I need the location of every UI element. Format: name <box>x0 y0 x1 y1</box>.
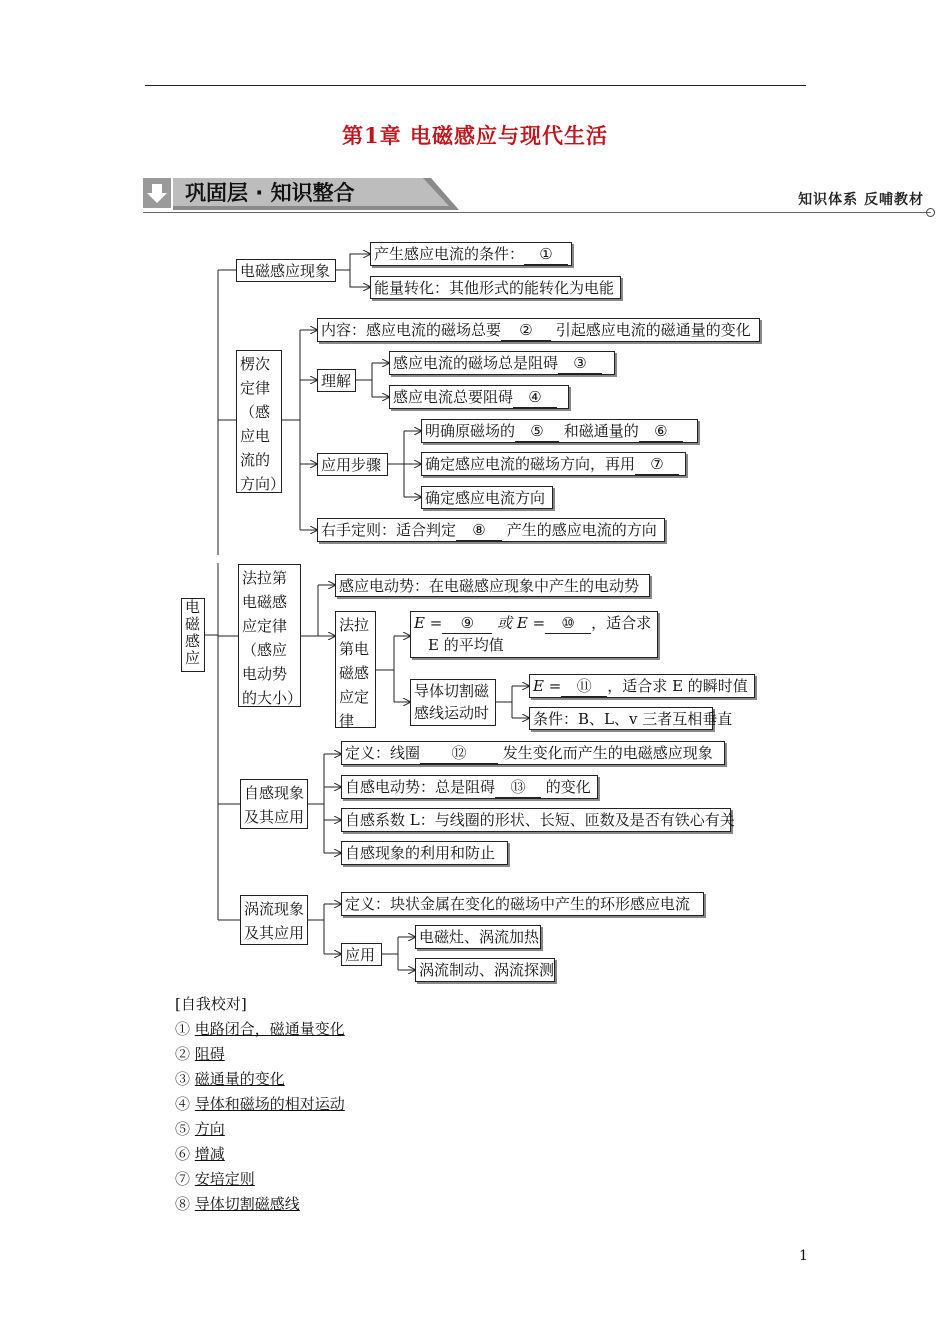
b2-content-pre: 内容：感应电流的磁场总要 <box>321 321 502 339</box>
answer-text: 阻碍 <box>194 1045 225 1063</box>
answer-item <box>175 1017 345 1042</box>
b3-f2-e: E = <box>533 677 562 695</box>
b2-u1-text: 感应电流的磁场总是阻碍 <box>393 354 559 372</box>
b2-s1-pre: 明确原磁场的 <box>425 422 516 440</box>
answer-item <box>175 1192 345 1217</box>
answer-text: 增减 <box>194 1145 225 1163</box>
answer-num: ③ <box>175 1070 191 1088</box>
answer-text: 导体和磁场的相对运动 <box>194 1095 345 1113</box>
blank-9: ⑨ <box>442 613 492 634</box>
b2-u2 <box>389 385 569 409</box>
b2-rh-post: 产生的感应电流的方向 <box>506 521 657 539</box>
b3-cut: 导体切割磁感线运动时 <box>410 679 496 726</box>
b4-definition <box>341 741 725 765</box>
b1-label: 电磁感应现象 <box>236 259 336 282</box>
b2-s1 <box>421 419 698 443</box>
blank-10: ⑩ <box>545 613 591 634</box>
root-node: 电磁感应 <box>181 598 205 672</box>
b1-energy: 能量转化：其他形式的能转化为电能 <box>370 276 621 299</box>
b2-u1 <box>389 351 615 375</box>
banner-right-text: 知识体系 反哺教材 <box>798 192 924 208</box>
answer-num: ④ <box>175 1095 191 1113</box>
blank-11: ⑪ <box>561 676 607 697</box>
b2-understand: 理解 <box>317 369 356 392</box>
blank-7: ⑦ <box>635 454 679 475</box>
b2-s2 <box>421 452 686 476</box>
blank-3: ③ <box>558 353 602 374</box>
answer-item <box>175 1067 345 1092</box>
b5-app2: 涡流制动、涡流探测 <box>415 958 555 982</box>
answer-num: ⑤ <box>175 1120 191 1138</box>
blank-12: ⑫ <box>420 743 498 764</box>
blank-6: ⑥ <box>639 421 683 442</box>
answer-text: 电路闭合，磁通量变化 <box>194 1020 345 1038</box>
b2-steps: 应用步骤 <box>317 453 388 476</box>
answer-text: 磁通量的变化 <box>194 1070 285 1088</box>
blank-13: ⑬ <box>495 777 541 798</box>
answer-num: ② <box>175 1045 191 1063</box>
b2-s2-pre: 确定感应电流的磁场方向，再用 <box>425 455 636 473</box>
answer-text: 导体切割磁感线 <box>194 1195 300 1213</box>
b3-f1-or: 或 E = <box>497 614 546 632</box>
b2-s1-mid: 和磁通量的 <box>563 422 639 440</box>
page-number: 1 <box>799 1248 808 1264</box>
answer-num: ⑥ <box>175 1145 191 1163</box>
chapter-title: 第1章 电磁感应与现代生活 <box>342 123 608 148</box>
blank-2: ② <box>501 320 551 341</box>
blank-5: ⑤ <box>515 421 559 442</box>
answer-num: ⑦ <box>175 1170 191 1188</box>
b5-label: 涡流现象及其应用 <box>240 895 308 945</box>
b4-use: 自感现象的利用和防止 <box>341 841 508 865</box>
b3-formula1 <box>410 611 658 658</box>
blank-4: ④ <box>513 387 557 408</box>
answer-item <box>175 1092 345 1117</box>
b2-content <box>317 318 760 342</box>
b3-condition: 条件：B、L、v 三者互相垂直 <box>529 707 713 730</box>
answer-item <box>175 1042 345 1067</box>
answer-item <box>175 1142 345 1167</box>
answer-num: ① <box>175 1020 191 1038</box>
b2-content-post: 引起感应电流的磁通量的变化 <box>555 321 751 339</box>
b4-e-post: 的变化 <box>545 778 591 796</box>
b4-emf <box>341 775 598 799</box>
b3-f1-line2: E 的平均值 <box>428 636 504 654</box>
answer-num: ⑧ <box>175 1195 191 1213</box>
b2-u2-text: 感应电流总要阻碍 <box>393 388 514 406</box>
b5-application: 应用 <box>341 943 382 966</box>
b3-emf: 感应电动势：在电磁感应现象中产生的电动势 <box>335 574 650 597</box>
b2-rh-pre: 右手定则：适合判定 <box>321 521 457 539</box>
b2-s3: 确定感应电流方向 <box>421 486 553 509</box>
blank-8: ⑧ <box>456 520 502 541</box>
banner-left-text: 巩固层 · 知识整合 <box>185 181 355 205</box>
b3-f1-post: ，适合求 <box>591 614 652 632</box>
blank-1: ① <box>524 244 568 265</box>
b3-f2-post: ，适合求 E 的瞬时值 <box>607 677 748 695</box>
b4-e-pre: 自感电动势：总是阻碍 <box>345 778 496 796</box>
b2-label: 楞次定律（感应电流的方向） <box>236 350 282 493</box>
b3-formula2 <box>529 674 755 698</box>
answer-item <box>175 1167 345 1192</box>
b4-label: 自感现象及其应用 <box>240 779 308 829</box>
b4-d-pre: 定义：线圈 <box>345 744 421 762</box>
b5-definition: 定义：块状金属在变化的磁场中产生的环形感应电流 <box>341 892 704 916</box>
b3-f1-e: E = <box>414 614 443 632</box>
b1-condition <box>370 242 572 266</box>
b2-right-hand <box>317 518 665 542</box>
b5-app1: 电磁灶、涡流加热 <box>415 925 541 949</box>
answer-text: 方向 <box>194 1120 225 1138</box>
b4-coefficient: 自感系数 L：与线圈的形状、长短、匝数及是否有铁心有关 <box>341 808 731 832</box>
b4-d-post: 发生变化而产生的电磁感应现象 <box>502 744 713 762</box>
b3-law: 法拉第电磁感应定律 <box>335 611 376 728</box>
b3-label: 法拉第电磁感应定律（感应电动势的大小） <box>238 564 301 707</box>
self-check-title: [自我校对] <box>175 995 247 1013</box>
self-check <box>175 992 345 1217</box>
b1-condition-text: 产生感应电流的条件： <box>374 245 525 263</box>
answer-text: 安培定则 <box>194 1170 255 1188</box>
answer-item <box>175 1117 345 1142</box>
